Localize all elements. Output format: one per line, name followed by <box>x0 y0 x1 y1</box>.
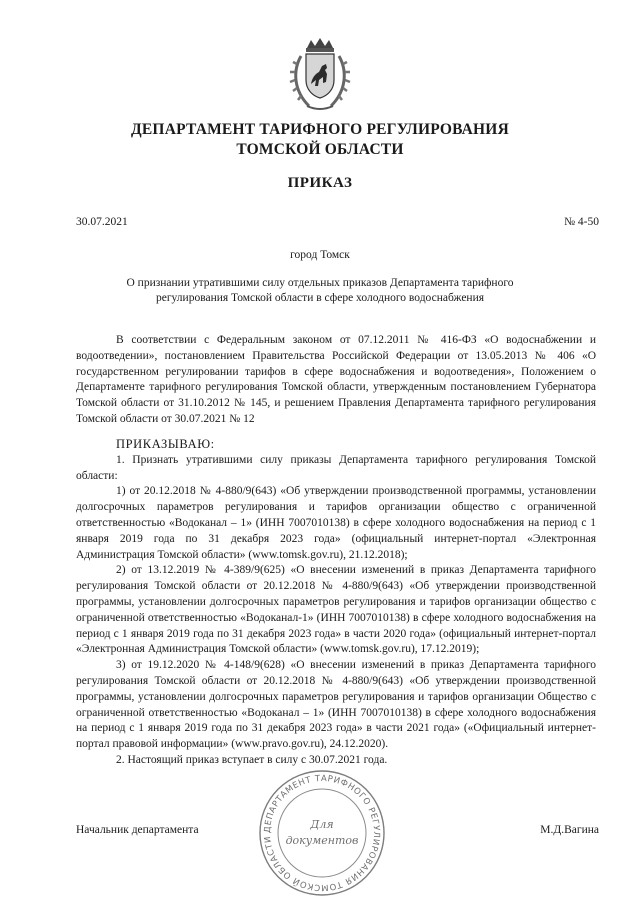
document-date: 30.07.2021 <box>76 216 128 228</box>
item-1-3-paragraph: 3) от 19.12.2020 № 4-148/9(628) «О внесении изменений в приказ Департамента тарифного регулирования Томской области от 20.12.2018 № 4-880/9(643) «Об утверждении производственной программы, установлении долгосрочных параметров регулирования и тарифов организации Общество с ограниченной ответственностью «Водоканал – 1» (ИНН 7007010138) в сфере холодного водоснабжения на период с 1 января 2019 года по 31 декабря 2023 года» в части 2021 года» («Официальный интернет-портал правовой информации» (www.pravo.gov.ru), 24.12.2020). <box>76 659 596 751</box>
document-subject <box>100 276 540 306</box>
official-stamp <box>247 768 397 898</box>
signatory-name: М.Д.Вагина <box>540 824 599 836</box>
item-1-1-paragraph: 1) от 20.12.2018 № 4-880/9(643) «Об утверждении производственной программы, установлении долгосрочных параметров регулирования и тарифов организации общество с ограниченной ответственностью «Водоканал – 1» (ИНН 7007010138) в сфере холодного водоснабжения на период с 1 января 2019 года по 31 декабря 2023 года» (официальный интернет-портал «Электронная Администрация Томской области» (www.tomsk.gov.ru), 21.12.2018); <box>76 485 596 561</box>
stamp-center-line-1: Для <box>310 818 334 831</box>
document-type-heading: ПРИКАЗ <box>287 175 353 191</box>
subject-line-1: О признании утратившими силу отдельных приказов Департамента тарифного <box>126 277 514 289</box>
coat-of-arms-emblem <box>289 36 351 114</box>
document-number: № 4-50 <box>564 216 599 228</box>
department-title-line-2: ТОМСКОЙ ОБЛАСТИ <box>236 141 404 158</box>
city-line: город Томск <box>290 249 350 261</box>
preamble-paragraph: В соответствии с Федеральным законом от 07.12.2011 № 416-ФЗ «О водоснабжении и водоотведении», постановлением Правительства Российской Федерации от 13.05.2013 № 406 «О государственном регулировании тарифов в сфере водоснабжения и водоотведения», Положением о Департаменте тарифного регулирования Томской области, утвержденным постановлением Губернатора Томской области от 31.10.2012 № 145, и решением Правления Департамента тарифного регулирования Томской области от 30.07.2021 № 12 <box>76 334 596 425</box>
stamp-center-line-2: документов <box>285 834 359 847</box>
item-2-paragraph: 2. Настоящий приказ вступает в силу с 30.07.2021 года. <box>116 753 388 766</box>
item-1-2-paragraph: 2) от 13.12.2019 № 4-389/9(625) «О внесении изменений в приказ Департамента тарифного регулирования Томской области от 20.12.2018 № 4-880/9(643) «Об утверждении производственной программы, установлении долгосрочных параметров регулирования и тарифов организации общество с ограниченной ответственностью «Водоканал-1» (ИНН 7007010138) в сфере холодного водоснабжения на период с 1 января 2019 года по 31 декабря 2023 года» в части 2020 года» (официальный интернет-портал «Электронная Администрация Томской области» (www.tomsk.gov.ru), 17.12.2019); <box>76 564 596 656</box>
department-title-line-1: ДЕПАРТАМЕНТ ТАРИФНОГО РЕГУЛИРОВАНИЯ <box>131 121 509 138</box>
preamble-block <box>76 333 596 428</box>
decree-word: ПРИКАЗЫВАЮ: <box>116 437 215 451</box>
item-1-paragraph: 1. Признать утратившими силу приказы Департамента тарифного регулирования Томской области: <box>76 453 596 482</box>
order-body <box>76 437 596 769</box>
stamp-ring-text: ДЕПАРТАМЕНТ ТАРИФНОГО РЕГУЛИРОВАНИЯ ТОМСКОЙ ОБЛАСТИ <box>262 773 382 893</box>
subject-line-2: регулирования Томской области в сфере холодного водоснабжения <box>155 292 485 304</box>
signatory-position: Начальник департамента <box>76 824 199 836</box>
